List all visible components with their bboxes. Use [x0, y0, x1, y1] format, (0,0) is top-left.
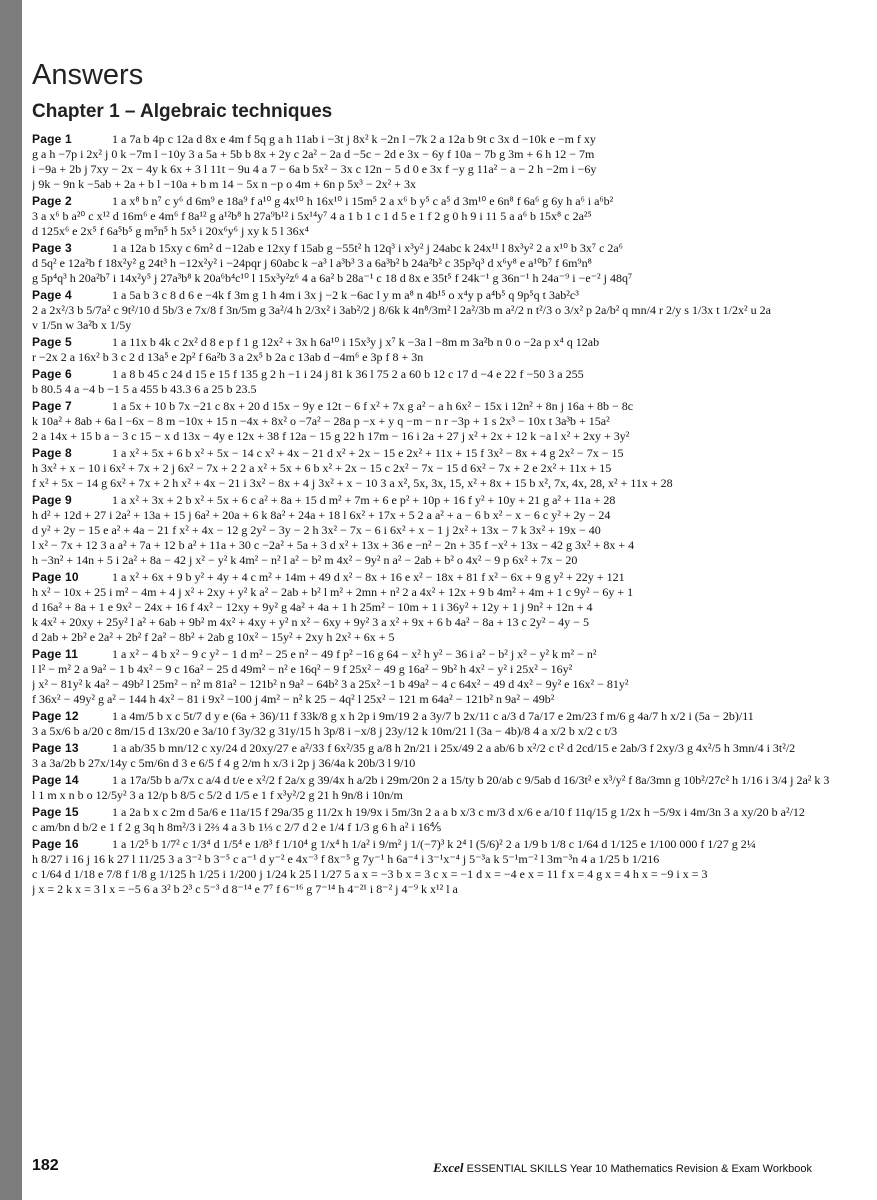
- answer-text: f 36x² − 49y² g a² − 144 h 4x² − 81 i 9x² −100 j 4m² − n² k 25 − 4q² l 25x² − 121 m 64a² − 121b² n 9a² − 49b²: [32, 692, 555, 706]
- answer-text: 1 a 1/2⁵ b 1/7² c 1/3⁴ d 1/5⁴ e 1/8³ f 1/10⁴ g 1/x⁴ h 1/a² i 9/m² j 1/(−7)³ k 2⁴ l (5/6)² 2 a 1/9 b 1/8 c 1/64 d 1/125 e 1/100 000 f 1/27 g 2¼: [112, 837, 756, 851]
- answer-text: g a h −7p i 2x² j 0 k −7m l −10y 3 a 5a + 5b b 8x + 2y c 2a² − 2a d −5c − 2d e 3x − 6y f 10a − 7b g 3m + 6 h 12 − 7m: [32, 147, 595, 161]
- answer-entry: [32, 446, 844, 491]
- answer-line: [32, 256, 844, 271]
- page-label: Page 16: [32, 837, 79, 851]
- answer-text: 1 a x² + 5x + 6 b x² + 5x − 14 c x² + 4x − 21 d x² + 2x − 15 e 2x² + 11x + 15 f 3x² − 8x + 4 g 2x² − 7x − 15: [112, 446, 624, 460]
- answer-text: f x² + 5x − 14 g 6x² + 7x + 2 h x² + 4x − 21 i 3x² − 8x + 4 j 3x² + x − 10 3 a x², 5x, 3x, 15, x² + 8x + 15 b x², 7x, 4x, 28, x² + 11x + 28: [32, 476, 673, 490]
- answer-entry: [32, 741, 844, 771]
- answer-text: i −9a + 2b j 7xy − 2x − 4y k 6x + 3 l 11t − 9u 4 a 7 − 6a b 5x² − 3x c 12n − 5 d 0 e 3x f −y g 11a² − a − 2 h −2m i −6y: [32, 162, 597, 176]
- answer-line: [32, 724, 844, 739]
- answer-text: h −3n² + 14n + 5 i 2a² + 8a − 42 j x² − y² k 4m² − n² l a² − b² m 4x² − 9y² n a² − 2ab + b² o 4x² − 9 p 6x² + 7x − 20: [32, 553, 578, 567]
- answer-line: [32, 615, 844, 630]
- answer-text: 1 a 7a b 4p c 12a d 8x e 4m f 5q g a h 11ab i −3t j 8x² k −2n l −7k 2 a 12a b 9t c 3x d −10k e −m f xy: [112, 132, 596, 146]
- answer-line: [32, 630, 844, 645]
- answer-text: 3 a 3a/2b b 27x/14y c 5m/6n d 3 e 6/5 f 4 g 2/m h x/3 i 2p j 36/4a k 20b/3 l 9/10: [32, 756, 416, 770]
- answer-line: [32, 414, 844, 429]
- answer-text: j 9k − 9n k −5ab + 2a + b l −10a + b m 14 − 5x n −p o 4m + 6n p 5x³ − 2x² + 3x: [32, 177, 416, 191]
- answer-line: [32, 147, 844, 162]
- answer-entry: [32, 805, 844, 835]
- answer-text: 2 a 2x²/3 b 5/7a² c 9t²/10 d 5b/3 e 7x/8 f 3n/5m g 3a²/4 h 2/3x² i 3ab²/2 j 8/6k k 4n⁸/3m² l 2a²/3b m a²/2 n t²/3 o 3/x² p 2a/b² q mn/4 r 2/y s 1/3x t 1/2x² u 2a: [32, 303, 771, 317]
- answer-line: [32, 756, 844, 771]
- answer-line: [32, 662, 844, 677]
- book-title: [433, 1160, 812, 1176]
- page-label: Page 6: [32, 367, 72, 381]
- answers-content: [32, 58, 844, 899]
- page-number: 182: [32, 1157, 59, 1174]
- answer-text: h x² − 10x + 25 i m² − 4m + 4 j x² + 2xy + y² k a² − 2ab + b² l m² + 2mn + n² 2 a 4x² + 12x + 9 b 4m² + 4m + 1 c 9y² − 6y + 1: [32, 585, 634, 599]
- answer-line: [32, 677, 844, 692]
- answer-text: h 8/27 i 16 j 16 k 27 l 11/25 3 a 3⁻² b 3⁻⁵ c a⁻¹ d y⁻² e 4x⁻³ f 8x⁻⁵ g 7y⁻¹ h 6a⁻⁴ i 3⁻¹x⁻⁴ j 5⁻³a k 5⁻¹m⁻² l 3m⁻³n 4 a 1/25 b 1/216: [32, 852, 660, 866]
- answer-text: j x² − 81y² k 4a² − 49b² l 25m² − n² m 81a² − 121b² n 9a² − 64b² 3 a 25x² −1 b 49a² − 4 c 64x² − 49 d 4x² − 9y² e 16x² − 81y²: [32, 677, 629, 691]
- page-label: Page 5: [32, 335, 72, 349]
- answer-entry: [32, 132, 844, 192]
- page-footer: [32, 1157, 812, 1177]
- answer-line: [32, 820, 844, 835]
- answer-entry: [32, 194, 844, 239]
- answer-line: [32, 647, 844, 662]
- answer-text: 1 a 5x + 10 b 7x −21 c 8x + 20 d 15x − 9y e 12t − 6 f x² + 7x g a² − a h 6x² − 15x i 12n² + 8n j 16a + 8b − 8c: [112, 399, 634, 413]
- brand-logo-text: Excel: [433, 1160, 464, 1175]
- answer-text: 1 a 4m/5 b x c 5t/7 d y e (6a + 36)/11 f 33k/8 g x h 2p i 9m/19 2 a 3y/7 b 2x/11 c a/3 d 7a/17 e 2m/23 f m/6 g 4a/7 h x/2 i (5a − 2b)/11: [112, 709, 754, 723]
- page-title: Answers: [32, 59, 144, 91]
- page-label: Page 2: [32, 194, 72, 208]
- answer-line: [32, 335, 844, 350]
- answer-line: [32, 194, 844, 209]
- chapter-heading: Chapter 1 – Algebraic techniques: [32, 101, 333, 122]
- answer-line: [32, 773, 844, 788]
- answer-text: l x² − 7x + 12 3 a a² + 7a + 12 b a² + 11a + 30 c −2a² + 5a + 3 d x² + 13x + 36 e −n² − 2n + 35 f −x² + 13x − 42 g 3x² + 8x + 4: [32, 538, 635, 552]
- answer-line: [32, 241, 844, 256]
- answer-text: d y² + 2y − 15 e a² + 4a − 21 f x² + 4x − 12 g 2y² − 3y − 2 h 3x² − 7x − 6 i 6x² + x − 1 j 2x² + 13x − 7 k 3x² + 19x − 40: [32, 523, 601, 537]
- answer-text: g 5p⁴q³ h 20a²b⁷ i 14x²y⁵ j 27a³b⁸ k 20a⁶b⁴c¹⁰ l 15x³y²z⁶ 4 a 6a² b 28a⁻¹ c 18 d 8x e 35t⁵ f 24k⁻¹ g 36n⁻¹ h 24a⁻⁹ i −e⁻² j 48q⁷: [32, 271, 633, 285]
- answer-line: [32, 367, 844, 382]
- answer-text: c am/bn d b/2 e 1 f 2 g 3q h 8m²/3 i 2⅔ 4 a 3 b 1⅓ c 2/7 d 2 e 1/4 f 1/3 g 6 h a² i 16⅘: [32, 820, 442, 834]
- answer-text: 1 a 5a b 3 c 8 d 6 e −4k f 3m g 1 h 4m i 3x j −2 k −6ac l y m a⁸ n 4b¹⁵ o x⁴y p a⁴b⁵ q 9p⁵q t 3ab²c³: [112, 288, 579, 302]
- page-label: Page 7: [32, 399, 72, 413]
- answer-text: k 4x² + 20xy + 25y² l a² + 6ab + 9b² m 4x² + 4xy + y² n x² − 6xy + 9y² 3 a x² + 9x + 6 b 4a² − 8a + 13 c 2y² − 4y − 5: [32, 615, 589, 629]
- answer-line: [32, 209, 844, 224]
- answer-text: 1 a 12a b 15xy c 6m² d −12ab e 12xy f 15ab g −55t² h 12q³ i x³y² j 24abc k 24x¹¹ l 8x³y² 2 a x¹⁰ b 3x⁷ c 2a⁶: [112, 241, 623, 255]
- answer-line: [32, 741, 844, 756]
- page-label: Page 4: [32, 288, 72, 302]
- answer-line: [32, 709, 844, 724]
- answer-line: [32, 303, 844, 318]
- answer-text: 1 a x² − 4 b x² − 9 c y² − 1 d m² − 25 e n² − 49 f p² −16 g 64 − x² h y² − 36 i a² − b² j x² − y² k m² − n²: [112, 647, 597, 661]
- answer-text: l l² − m² 2 a 9a² − 1 b 4x² − 9 c 16a² − 25 d 49m² − n² e 16q² − 9 f 25x² − 49 g 16a² − 9b² h 4x² − y² i 25x² − 16y²: [32, 662, 573, 676]
- answer-line: [32, 538, 844, 553]
- answer-entry: [32, 837, 844, 897]
- answer-text: j x = 2 k x = 3 l x = −5 6 a 3² b 2³ c 5⁻³ d 8⁻¹⁴ e 7⁷ f 6⁻¹⁶ g 7⁻¹⁴ h 4⁻²¹ i 8⁻² j 4⁻⁹ k x¹² l a: [32, 882, 458, 896]
- answer-line: [32, 788, 844, 803]
- answer-line: [32, 553, 844, 568]
- answer-text: 1 a x² + 6x + 9 b y² + 4y + 4 c m² + 14m + 49 d x² − 8x + 16 e x² − 18x + 81 f x² − 6x + 9 g y² + 22y + 121: [112, 570, 625, 584]
- answer-line: [32, 476, 844, 491]
- answer-line: [32, 350, 844, 365]
- answer-line: [32, 585, 844, 600]
- page-label: Page 11: [32, 647, 79, 661]
- answer-line: [32, 493, 844, 508]
- answer-text: 1 a 17a/5b b a/7x c a/4 d t/e e x²/2 f 2a/x g 39/4x h a/2b i 29m/20n 2 a 15/ty b 20/ab c 9/5ab d 16/3t² e x³/y² f 8a/3mn g 10b²/27c² h 1/16 i 3/4 j 2a² k 3: [112, 773, 830, 787]
- answer-line: [32, 399, 844, 414]
- answer-text: d 125x⁶ e 2x⁵ f 6a⁵b⁵ g m⁵n⁵ h 5x⁵ i 20x⁶y⁶ j xy k 5 l 36x⁴: [32, 224, 309, 238]
- answer-line: [32, 429, 844, 444]
- page-label: Page 1: [32, 132, 72, 146]
- answer-line: [32, 382, 844, 397]
- page-label: Page 12: [32, 709, 79, 723]
- answer-entry: [32, 241, 844, 286]
- answer-entry: [32, 399, 844, 444]
- answer-line: [32, 570, 844, 585]
- page-label: Page 8: [32, 446, 72, 460]
- answer-text: 1 a x⁸ b n⁷ c y⁶ d 6m⁹ e 18a⁹ f a¹⁰ g 4x¹⁰ h 16x¹⁰ i 15m⁵ 2 a x⁶ b y⁵ c a⁵ d 3m¹⁰ e 6n⁸ f 6a⁶ g 6y h a⁶ i a⁶b²: [112, 194, 614, 208]
- answer-entry: [32, 367, 844, 397]
- answer-text: h d² + 12d + 27 i 2a² + 13a + 15 j 6a² + 20a + 6 k 8a² + 24a + 18 l 6x² + 17x + 5 2 a a² + a − 6 b x² − x − 6 c y² + 2y − 24: [32, 508, 611, 522]
- answer-text: 1 a 11x b 4k c 2x² d 8 e p f 1 g 12x² + 3x h 6a¹⁰ i 15x³y j x⁷ k −3a l −8m m 3a²b n 0 o −2a p x⁴ q 12ab: [112, 335, 600, 349]
- answer-text: d 16a² + 8a + 1 e 9x² − 24x + 16 f 4x² − 12xy + 9y² g 4a² + 4a + 1 h 25m² − 10m + 1 i 36y² + 12y + 1 j 9n² + 12n + 4: [32, 600, 593, 614]
- answer-text: l 1 m x n b o 12/5y² 3 a 12/p b 8/5 c 5/2 d 1/5 e 1 f x³y²/2 g 21 h 9n/8 i 10n/m: [32, 788, 403, 802]
- answer-line: [32, 318, 844, 333]
- answer-text: 3 a 5x/6 b a/20 c 8m/15 d 13x/20 e 3a/10 f 3y/32 g 31y/15 h 3p/8 i −x/8 j 23y/12 k 10m/21 l (3a − 4b)/8 4 a x/2 b x/2 c t/3: [32, 724, 618, 738]
- answer-text: k 10a² + 8ab + 6a l −6x − 8 m −10x + 15 n −4x + 8x² o −7a² − 28a p −x + y q −m − n r −3p + 1 s 2x³ − 10x t 3a³b + 15a²: [32, 414, 610, 428]
- answer-line: [32, 837, 844, 852]
- answer-text: 2 a 14x + 15 b a − 3 c 15 − x d 13x − 4y e 12x + 38 f 12a − 15 g 22 h 17m − 16 i 2a + 27 j x² + 2x + 12 k −a l x² + 2xy + 3y²: [32, 429, 630, 443]
- left-margin-bar: [0, 0, 22, 1200]
- answer-entry: [32, 335, 844, 365]
- page-label: Page 13: [32, 741, 79, 755]
- answer-line: [32, 162, 844, 177]
- answer-line: [32, 224, 844, 239]
- answer-text: d 5q² e 12a²b f 18x²y² g 24t³ h −12x²y² i −24pqr j 60abc k −a³ l a³b³ 3 a 6a³b² b 24a²b² c 35p³q³ d x⁶y⁸ e a¹⁰b⁷ f 6m⁹n⁸: [32, 256, 592, 270]
- answer-text: 3 a x⁶ b a²⁰ c x¹² d 16m⁶ e 4m⁶ f 8a¹² g a¹²b⁸ h 27a⁹b¹² i 5x¹⁴y⁷ 4 a 1 b 1 c 1 d 5 e 1 f 2 g 0 h 9 i 11 5 a a⁶ b 15x⁸ c 2a²⁵: [32, 209, 592, 223]
- answer-text: c 1/64 d 1/18 e 7/8 f 1/8 g 1/125 h 1/25 i 1/200 j 1/24 k 25 l 1/27 5 a x = −3 b x = 3 c x = −1 d x = −4 e x = 11 f x = 4 g x = 4 h x = −9 i x = 3: [32, 867, 708, 881]
- book-title-text: ESSENTIAL SKILLS Year 10 Mathematics Revision & Exam Workbook: [466, 1163, 812, 1175]
- answer-text: 1 a 2a b x c 2m d 5a/6 e 11a/15 f 29a/35 g 11/2x h 19/9x i 5m/3n 2 a a b x/3 c m/3 d x/6 e a/10 f 11q/15 g 1/2x h −5/9x i 4m/3n 3 a xy/20 b a²/12: [112, 805, 805, 819]
- page-label: Page 14: [32, 773, 79, 787]
- answer-line: [32, 867, 844, 882]
- answer-entry: [32, 709, 844, 739]
- answer-line: [32, 177, 844, 192]
- answer-line: [32, 461, 844, 476]
- answer-entry: [32, 773, 844, 803]
- answer-text: 1 a x² + 3x + 2 b x² + 5x + 6 c a² + 8a + 15 d m² + 7m + 6 e p² + 10p + 16 f y² + 10y + 21 g a² + 11a + 28: [112, 493, 616, 507]
- page-label: Page 15: [32, 805, 79, 819]
- answer-text: d 2ab + 2b² e 2a² + 2b² f 2a² − 8b² + 2ab g 10x² − 15y² + 2xy h 2x² + 6x + 5: [32, 630, 395, 644]
- answer-text: h 3x² + x − 10 i 6x² + 7x + 2 j 6x² − 7x + 2 2 a x² + 5x + 6 b x² + 2x − 15 c 2x² − 7x − 15 d 6x² − 7x + 2 e 2x² + 11x + 15: [32, 461, 612, 475]
- answer-text: 1 a 8 b 45 c 24 d 15 e 15 f 135 g 2 h −1 i 24 j 81 k 36 l 75 2 a 60 b 12 c 17 d −4 e 22 f −50 3 a 255: [112, 367, 584, 381]
- answer-text: r −2x 2 a 16x² b 3 c 2 d 13a⁵ e 2p² f 6a²b 3 a 2x⁵ b 2a c 13ab d −4m⁶ e 3p f 8 + 3n: [32, 350, 424, 364]
- answer-line: [32, 692, 844, 707]
- answer-text: 1 a ab/35 b mn/12 c xy/24 d 20xy/27 e a²/33 f 6x²/35 g a/8 h 2n/21 i 25x/49 2 a ab/6 b x²/2 c t² d 2cd/15 e 2ab/3 f 2xy/3 g 4x²/5 h 3mn/4 i 3t²/2: [112, 741, 796, 755]
- page-label: Page 3: [32, 241, 72, 255]
- answer-line: [32, 271, 844, 286]
- answer-line: [32, 446, 844, 461]
- answer-entry: [32, 288, 844, 333]
- answer-line: [32, 882, 844, 897]
- answer-entry: [32, 493, 844, 568]
- page-label: Page 9: [32, 493, 72, 507]
- page-label: Page 10: [32, 570, 79, 584]
- answer-text: v 1/5n w 3a²b x 1/5y: [32, 318, 132, 332]
- answer-list: [32, 132, 844, 897]
- answer-line: [32, 508, 844, 523]
- answer-line: [32, 852, 844, 867]
- answer-line: [32, 805, 844, 820]
- answer-text: b 80.5 4 a −4 b −1 5 a 455 b 43.3 6 a 25 b 23.5: [32, 382, 257, 396]
- answer-entry: [32, 570, 844, 645]
- answer-line: [32, 132, 844, 147]
- answer-line: [32, 600, 844, 615]
- answer-entry: [32, 647, 844, 707]
- answer-line: [32, 523, 844, 538]
- answer-line: [32, 288, 844, 303]
